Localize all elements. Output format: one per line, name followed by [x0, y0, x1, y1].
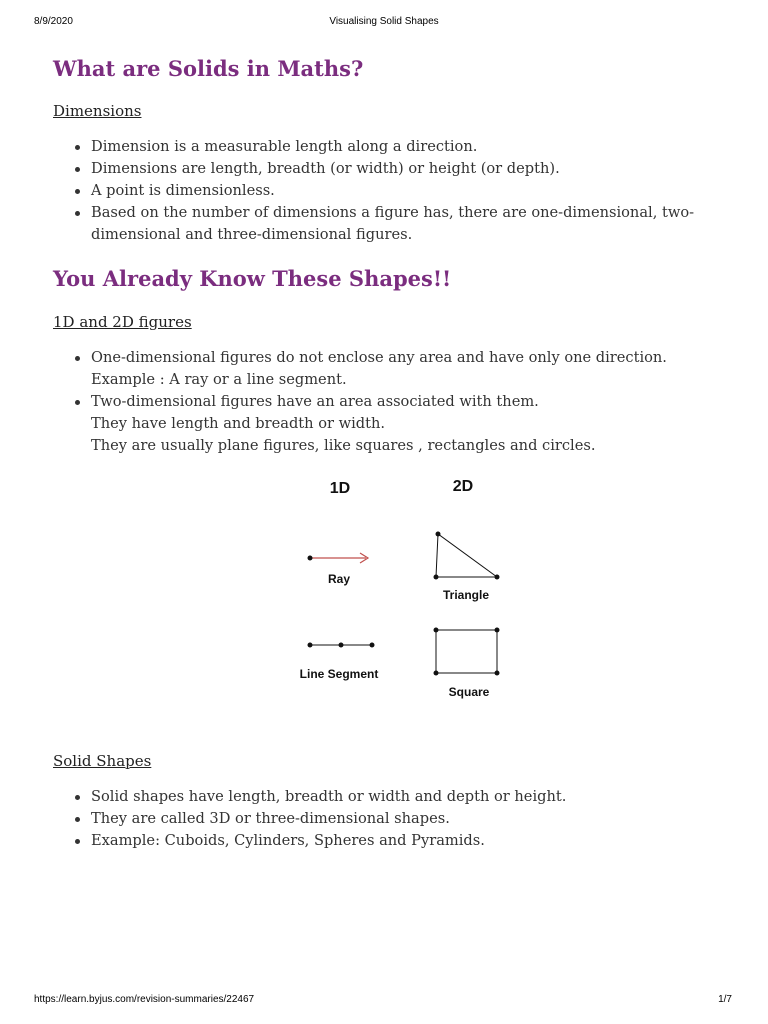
- subheading-solid-shapes: Solid Shapes: [53, 752, 152, 770]
- print-date: 8/9/2020: [34, 16, 73, 27]
- heading-known-shapes: You Already Know These Shapes!!: [53, 266, 452, 291]
- label-ray: Ray: [327, 572, 351, 586]
- list-item: Dimensions are length, breadth (or width) or height (or depth).: [91, 158, 721, 180]
- figure-1d-2d: [280, 470, 520, 710]
- print-url: https://learn.byjus.com/revision-summaries/22467: [34, 994, 255, 1005]
- list-solid-shapes: [53, 786, 721, 852]
- triangle-shape: [434, 532, 500, 580]
- heading-solids: What are Solids in Maths?: [53, 56, 364, 81]
- label-2d: 2D: [452, 478, 474, 495]
- page-number: 1/7: [718, 994, 732, 1005]
- list-dimensions: [53, 136, 721, 246]
- label-square: Square: [448, 685, 490, 699]
- list-item: One-dimensional figures do not enclose any area and have only one direction. Example : A ray or a line segment.: [91, 347, 721, 391]
- line-segment-shape: [308, 643, 375, 648]
- label-line-segment: Line Segment: [299, 667, 379, 681]
- ray-shape: [308, 553, 369, 563]
- list-item: Based on the number of dimensions a figure has, there are one-dimensional, two- dimensional and three-dimensional figures.: [91, 202, 721, 246]
- list-1d-2d: [53, 347, 721, 457]
- subheading-dimensions: Dimensions: [53, 102, 142, 120]
- print-title: Visualising Solid Shapes: [329, 16, 439, 27]
- list-item: Example: Cuboids, Cylinders, Spheres and Pyramids.: [91, 830, 721, 852]
- square-shape: [434, 628, 500, 676]
- subheading-1d-2d: 1D and 2D figures: [53, 313, 192, 331]
- list-item: Two-dimensional figures have an area associated with them. They have length and breadth or width. They are usually plane figures, like squares , rectangles and circles.: [91, 391, 721, 457]
- label-1d: 1D: [329, 480, 351, 497]
- print-footer: [0, 994, 768, 1008]
- print-header: [0, 16, 768, 30]
- list-item: Dimension is a measurable length along a direction.: [91, 136, 721, 158]
- list-item: Solid shapes have length, breadth or width and depth or height.: [91, 786, 721, 808]
- list-item: They are called 3D or three-dimensional shapes.: [91, 808, 721, 830]
- list-item: A point is dimensionless.: [91, 180, 721, 202]
- label-triangle: Triangle: [442, 588, 490, 602]
